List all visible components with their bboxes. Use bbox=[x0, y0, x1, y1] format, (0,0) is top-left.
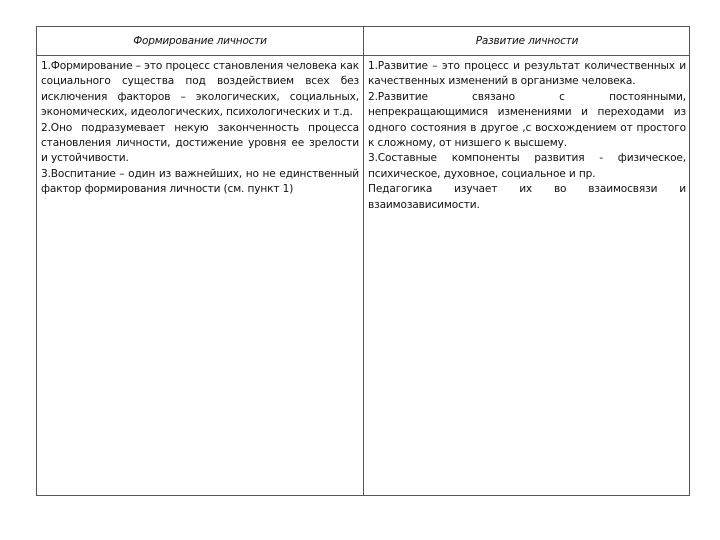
formation-point-2: 2.Оно подразумевает некую законченность процесса становления личности, достижение уровня ее зрелости и устойчивости. bbox=[41, 121, 359, 165]
header-formation bbox=[37, 27, 364, 56]
formation-point-1: 1.Формирование – это процесс становления человека как социального существа под воздействием всех без исключения факторов – экологических, социальных, экономических, идеологических, психологических и т.д. bbox=[41, 60, 359, 119]
header-development-label: Развитие личности bbox=[475, 35, 579, 47]
development-point-3: 3.Составные компоненты развития - физическое, психическое, духовное, социальное и пр. bbox=[368, 152, 686, 180]
development-point-1: 1.Развитие – это процесс и результат количественных и качественных изменений в организме человека. bbox=[368, 60, 686, 88]
formation-cell bbox=[37, 56, 364, 495]
header-development bbox=[364, 27, 690, 56]
development-point-2: 2.Развитие связано с постоянными, непрекращающимися изменениями и переходами из одного состояния в другое ,с восхождением от простого к сложному, от низшего к высшему. bbox=[368, 90, 686, 150]
development-cell bbox=[364, 56, 690, 495]
development-note: Педагогика изучает их во взаимосвязи и взаимозависимости. bbox=[368, 183, 686, 211]
formation-point-3: 3.Воспитание – один из важнейших, но не единственный фактор формирования личности (см. пункт 1) bbox=[41, 167, 359, 196]
comparison-table bbox=[36, 26, 690, 496]
header-formation-label: Формирование личности bbox=[133, 35, 267, 47]
